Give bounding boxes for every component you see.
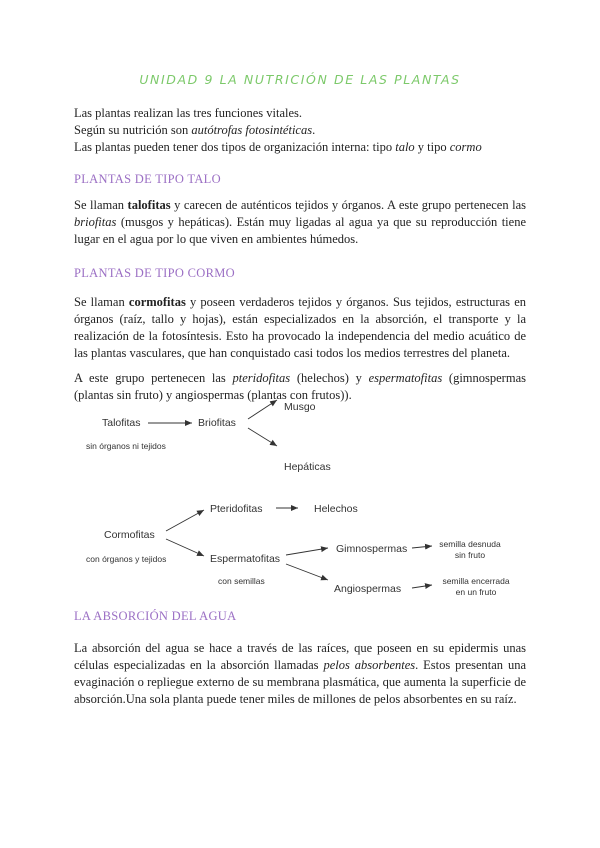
agua-emphasis: pelos absorbentes (323, 658, 416, 672)
node-gimnospermas: Gimnospermas (336, 543, 408, 555)
intro-emphasis: talo (395, 140, 415, 154)
note-gimnospermas-2: sin fruto (454, 550, 486, 560)
section-heading-cormo: PLANTAS DE TIPO CORMO (74, 266, 235, 280)
arrow (412, 585, 432, 588)
cormo-text: (helechos) y (290, 371, 369, 385)
cormo-paragraph-2 (74, 370, 526, 404)
node-angiospermas: Angiospermas (334, 583, 402, 595)
intro-line-2 (74, 122, 315, 139)
agua-paragraph (74, 640, 526, 708)
talo-text: y carecen de auténticos tejidos y órganos. A este grupo pertenecen las (170, 198, 526, 212)
intro-text: . (312, 123, 316, 137)
note-angiospermas-2: en un fruto (455, 587, 497, 597)
node-pteridofitas: Pteridofitas (210, 503, 263, 515)
arrow (286, 564, 328, 580)
node-espermatofitas: Espermatofitas (210, 553, 281, 565)
intro-emphasis: cormo (449, 140, 482, 154)
node-cormofitas: Cormofitas (104, 529, 155, 541)
cormo-emphasis: pteridofitas (232, 371, 291, 385)
arrow (166, 539, 204, 556)
page-title: UNIDAD 9 LA NUTRICIÓN DE LAS PLANTAS (139, 72, 461, 87)
arrow (412, 546, 432, 548)
intro-text: y tipo (414, 140, 450, 154)
agua-text: La absorción del agua se hace a través de las raíces, que poseen en su epidermis unas células especializadas en la absorción llamadas (74, 641, 526, 672)
intro-text: Según su nutrición son (74, 123, 192, 137)
note-talofitas: sin órganos ni tejidos (86, 441, 166, 451)
node-musgo: Musgo (284, 401, 316, 413)
arrow (248, 428, 277, 446)
section-heading-talo: PLANTAS DE TIPO TALO (74, 172, 221, 186)
talo-emphasis: briofitas (74, 215, 117, 229)
cormo-text: (gimnospermas (plantas sin fruto) y angiospermas (plantas con frutos)). (74, 371, 526, 402)
arrow (166, 510, 204, 531)
note-cormofitas: con órganos y tejidos (86, 554, 167, 564)
intro-line-3 (74, 139, 482, 156)
classification-diagram (0, 401, 600, 608)
note-angiospermas-1: semilla encerrada (442, 576, 510, 586)
cormo-text: y poseen verdaderos tejidos y órganos. Sus tejidos, estructuras en órganos (raíz, tallo y hojas), están especializados en la absorción, el transporte y la realización de la fotosíntesis. Esto ha provocado la independencia del medio acuático de las plantas vasculares, que han conquistado casi todos los medios terrestres del planeta. (74, 295, 526, 360)
intro-text: Las plantas pueden tener dos tipos de organización interna: tipo (74, 140, 396, 154)
cormo-paragraph-1 (74, 294, 526, 362)
cormo-emphasis: espermatofitas (368, 371, 443, 385)
cormo-text: A este grupo pertenecen las (74, 371, 233, 385)
note-espermatofitas: con semillas (218, 576, 265, 586)
node-briofitas: Briofitas (198, 417, 236, 429)
talo-bold: talofitas (127, 198, 171, 212)
agua-text: . Estos presentan una evaginación o repliegue externo de su membrana plasmática, que aumenta la superficie de absorción.Una sola planta puede tener miles de millones de pelos absorbentes en su raíz. (74, 658, 526, 706)
cormo-bold: cormofitas (128, 295, 186, 309)
talo-text: (musgos y hepáticas). Están muy ligadas al agua ya que su reproducción tiene lugar en el agua por lo que viven en ambientes húmedos. (74, 215, 526, 246)
cormo-text: Se llaman (74, 295, 129, 309)
intro-emphasis: autótrofas fotosintéticas (191, 123, 313, 137)
node-talofitas: Talofitas (102, 417, 141, 429)
arrow (286, 548, 328, 555)
node-helechos: Helechos (314, 503, 358, 515)
intro-line-1: Las plantas realizan las tres funciones vitales. (74, 106, 303, 120)
talo-paragraph (74, 197, 526, 248)
node-hepaticas: Hepáticas (284, 461, 331, 473)
section-heading-agua: LA ABSORCIÓN DEL AGUA (74, 609, 237, 623)
talo-text: Se llaman (74, 198, 128, 212)
note-gimnospermas-1: semilla desnuda (439, 539, 501, 549)
